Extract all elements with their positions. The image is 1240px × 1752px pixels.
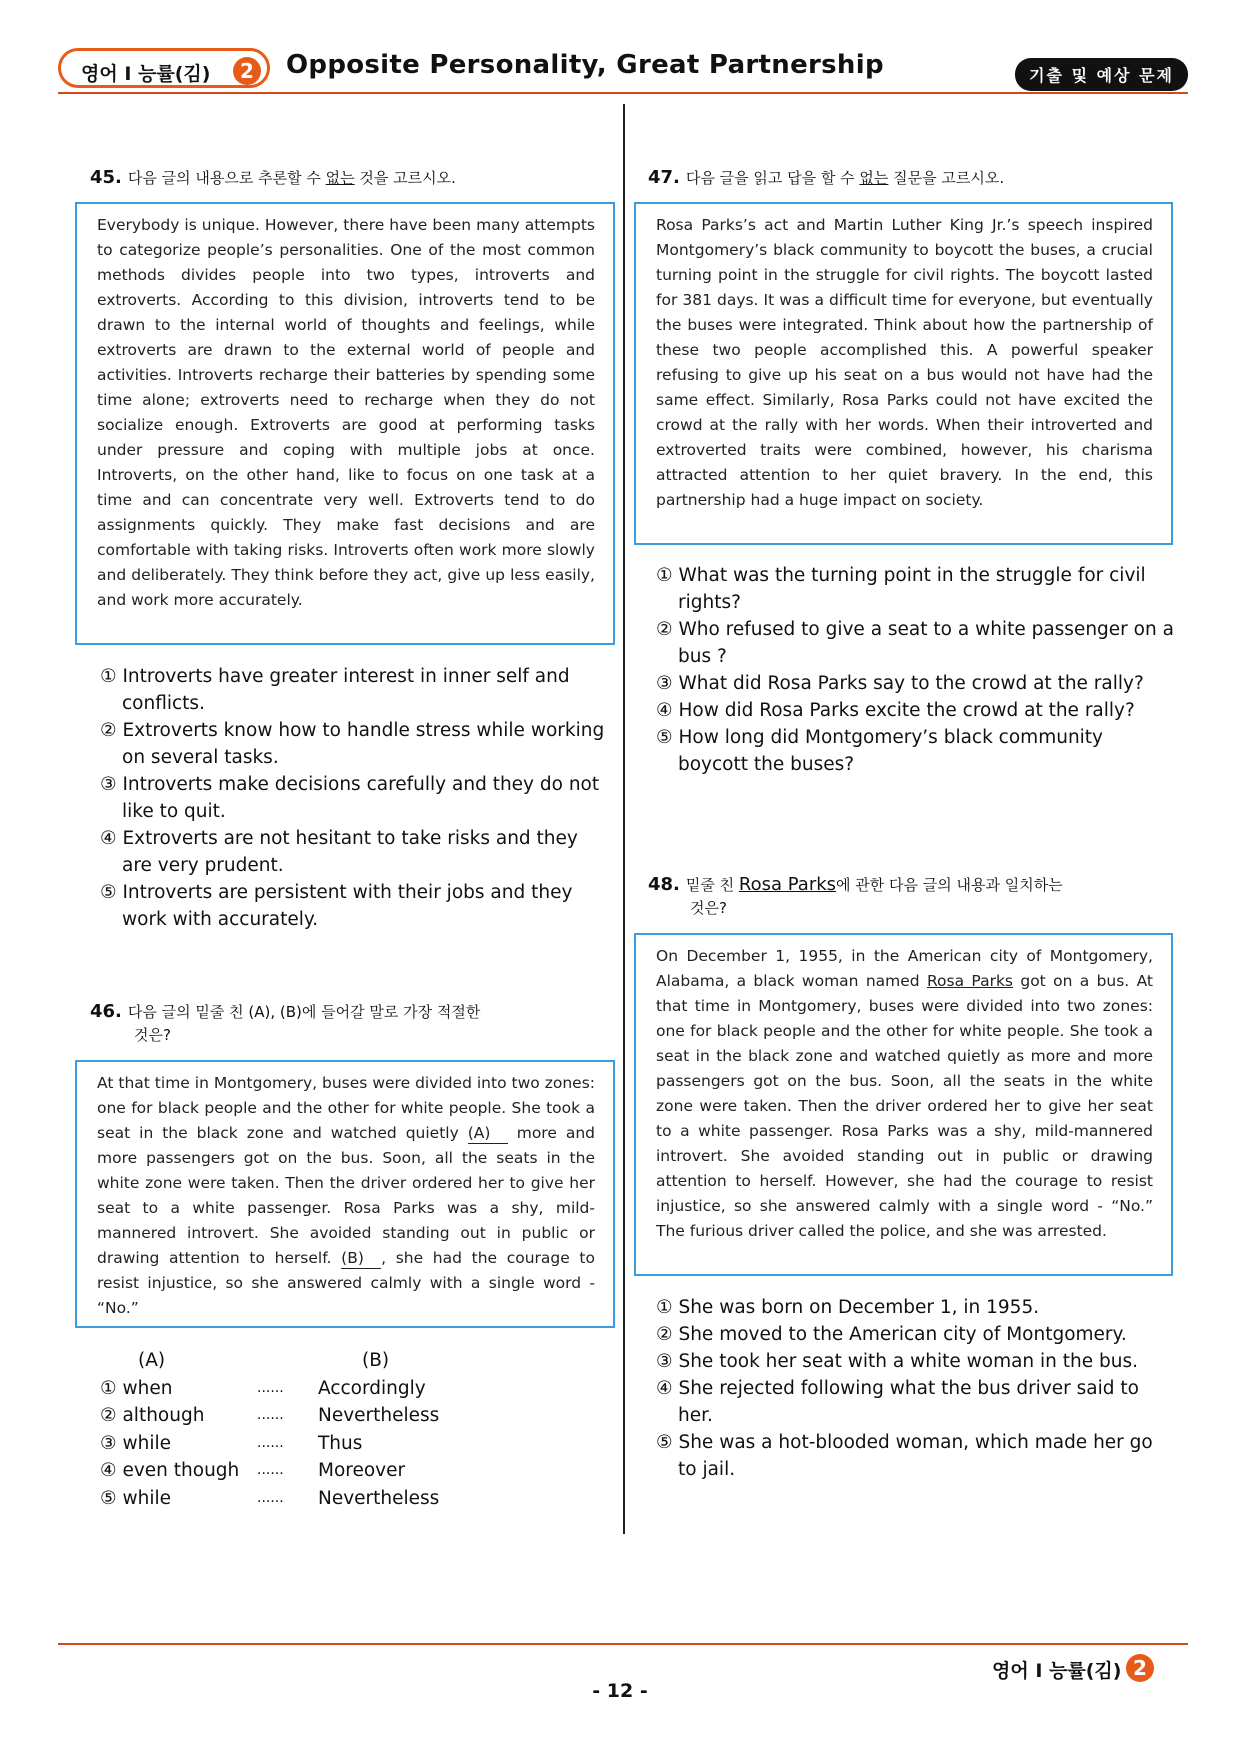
- q47-prompt-underlined: 없는: [859, 169, 889, 187]
- q48-prompt: [648, 873, 1188, 920]
- page-header: [58, 48, 1188, 94]
- q45-option-4[interactable]: ④ Extroverts are not hesitant to take risks and they are very prudent.: [100, 828, 578, 876]
- q45-prompt-text: 다음 글의 내용으로 추론할 수: [127, 169, 326, 187]
- option-b-text: Nevertheless: [318, 1405, 440, 1426]
- q46-option-5[interactable]: [100, 1485, 520, 1513]
- q45-option-3[interactable]: ③ Introverts make decisions carefully and they do not like to quit.: [100, 774, 600, 822]
- q46-number: 46.: [90, 1001, 122, 1022]
- option-b-text: Nevertheless: [318, 1487, 440, 1509]
- dots: ......: [257, 1489, 284, 1506]
- q45-passage-box: [75, 202, 615, 645]
- footer-brand: 영어 I 능률(김): [992, 1660, 1122, 1682]
- option-b-text: Moreover: [318, 1460, 406, 1481]
- dots: ......: [257, 1379, 284, 1396]
- footer-lesson-badge: 2: [1126, 1654, 1154, 1682]
- q45-number: 45.: [90, 167, 122, 188]
- blank-b: (B): [341, 1248, 381, 1269]
- q47-option-4[interactable]: ④ How did Rosa Parks excite the crowd at the rally?: [656, 700, 1135, 721]
- brand-label: 영어 I 능률(김): [81, 63, 211, 85]
- q48-passage-start: On December 1, 1955, in the American city of Montgomery, Alabama, a black woman named: [656, 947, 1153, 990]
- q47-option-5[interactable]: ⑤ How long did Montgomery’s black community boycott the buses?: [656, 727, 1104, 775]
- q48-option-3[interactable]: ③ She took her seat with a white woman in the bus.: [656, 1351, 1139, 1372]
- q46-table-header: [100, 1347, 520, 1375]
- q47-option-2[interactable]: ② Who refused to give a seat to a white passenger on a bus ?: [656, 619, 1174, 667]
- q47-options: [656, 562, 1176, 778]
- header-rule: [58, 92, 1188, 94]
- q46-prompt-line2: 것은?: [134, 1026, 171, 1044]
- column-divider: [623, 104, 625, 1534]
- lesson-title: Opposite Personality, Great Partnership: [286, 50, 884, 80]
- brand-pill: [58, 48, 270, 88]
- dots: ......: [257, 1434, 284, 1451]
- q46-passage-box: [75, 1060, 615, 1328]
- q47-prompt-tail: 질문을 고르시오.: [888, 169, 1005, 187]
- dots: ......: [257, 1407, 284, 1423]
- col-a-header: (A): [138, 1350, 166, 1371]
- blank-a: (A): [468, 1123, 508, 1144]
- q48-prompt-line2: 것은?: [690, 899, 727, 917]
- q45-option-2[interactable]: ② Extroverts know how to handle stress while working on several tasks.: [100, 720, 605, 768]
- q47-prompt: [648, 166, 1188, 190]
- q45-option-1[interactable]: ① Introverts have greater interest in inner self and conflicts.: [100, 666, 570, 714]
- q46-passage-part1: At that time in Montgomery, buses were divided into two zones: one for black people and the other for white people. She took a seat in the black zone and watched quietly: [97, 1074, 595, 1142]
- option-a-text: ③ while: [100, 1432, 171, 1454]
- option-b-text: Accordingly: [318, 1377, 426, 1399]
- lesson-number-badge: 2: [233, 57, 261, 85]
- q45-prompt: [90, 166, 610, 190]
- col-b-header: (B): [362, 1350, 390, 1371]
- q48-prompt-text: 밑줄 친: [685, 876, 739, 894]
- q47-number: 47.: [648, 167, 680, 188]
- q48-passage-underlined: Rosa Parks: [926, 972, 1014, 990]
- q48-option-5[interactable]: ⑤ She was a hot-blooded woman, which made her go to jail.: [656, 1432, 1153, 1480]
- q48-prompt-underlined: Rosa Parks: [738, 874, 837, 895]
- q46-prompt-line1: 다음 글의 밑줄 친 (A), (B)에 들어갈 말로 가장 적절한: [127, 1003, 481, 1021]
- q46-option-2[interactable]: [100, 1402, 520, 1430]
- q48-option-4[interactable]: ④ She rejected following what the bus driver said to her.: [656, 1378, 1139, 1426]
- page-number: - 12 -: [592, 1680, 648, 1702]
- q46-option-1[interactable]: [100, 1375, 520, 1403]
- option-a-text: ① when: [100, 1377, 173, 1399]
- q48-number: 48.: [648, 874, 680, 895]
- option-a-text: ② although: [100, 1405, 205, 1426]
- q45-prompt-tail: 것을 고르시오.: [354, 169, 456, 187]
- dots: ......: [257, 1462, 284, 1478]
- option-a-text: ⑤ while: [100, 1487, 171, 1509]
- q47-prompt-text: 다음 글을 읽고 답을 할 수: [685, 169, 860, 187]
- q47-passage: Rosa Parks’s act and Martin Luther King Jr.’s speech inspired Montgomery’s black community to boycott the buses, a crucial turning point in the struggle for civil rights. The boycott lasted for 381 days. It was a difficult time for everyone, but eventually the buses were integrated. Think about how the partnership of these two people accomplished this. A powerful speaker refusing to give up his seat on a bus would not have had the same effect. Similarly, Rosa Parks could not have excited the crowd at the rally with her words. When their introverted and extroverted traits were combined, however, his charisma attracted attention to her quiet bravery. In the end, this partnership had a huge impact on society.: [656, 216, 1153, 509]
- option-a-text: ④ even though: [100, 1460, 240, 1481]
- q48-passage-rest: got on a bus. At that time in Montgomery, buses were divided into two zones: one for black people and the other for white people. She took a seat in the black zone and watched quietly as more and more passengers got on the bus. Soon, all the seats in the white zone were taken. Then the driver ordered her to give her seat to a white passenger. Rosa Parks was a shy, mild-mannered introvert. She avoided standing out in public or drawing attention to herself. However, she had the courage to resist injustice, so she answered calmly with a single word - “No.” The furious driver called the police, and she was arrested.: [656, 972, 1153, 1240]
- q48-option-2[interactable]: ② She moved to the American city of Montgomery.: [656, 1324, 1127, 1345]
- q45-options: [100, 663, 610, 933]
- q46-prompt: [90, 1000, 610, 1047]
- q46-answer-table: [100, 1347, 520, 1512]
- q46-option-4[interactable]: [100, 1457, 520, 1485]
- q47-option-3[interactable]: ③ What did Rosa Parks say to the crowd at the rally?: [656, 673, 1144, 694]
- q46-option-3[interactable]: [100, 1430, 520, 1458]
- q46-passage-part3: , she had the courage to resist injustice, so she answered calmly with a single word - “No.”: [97, 1249, 595, 1317]
- q47-passage-box: [634, 202, 1173, 545]
- section-tag: 기출 및 예상 문제: [1015, 58, 1188, 91]
- q46-passage-part2: more and more passengers got on the bus. Soon, all the seats in the white zone were taken. Then the driver ordered her to give her seat to a white passenger. Rosa Parks was a shy, mild-mannered introvert. She avoided standing out in public or drawing attention to herself.: [97, 1124, 595, 1267]
- q48-passage-box: [634, 933, 1173, 1276]
- q45-passage: Everybody is unique. However, there have been many attempts to categorize people’s personalities. One of the most common methods divides people into two types, introverts and extroverts. According to this division, introverts tend to be drawn to the internal world of thoughts and feelings, while extroverts are drawn to the external world of people and activities. Introverts recharge their batteries by spending some time alone; extroverts need to recharge when they do not socialize enough. Extroverts are good at performing tasks under pressure and coping with multiple jobs at once. Introverts, on the other hand, like to focus on one task at a time and can concentrate very well. Extroverts tend to do assignments quickly. They make fast decisions and are comfortable with taking risks. Introverts often work more slowly and deliberately. They think before they act, give up less easily, and work more accurately.: [97, 216, 595, 609]
- q47-option-1[interactable]: ① What was the turning point in the struggle for civil rights?: [656, 565, 1146, 613]
- q45-prompt-underlined: 없는: [325, 169, 355, 187]
- footer-rule: [58, 1643, 1188, 1645]
- q48-options: [656, 1294, 1176, 1483]
- option-b-text: Thus: [318, 1432, 363, 1454]
- q48-prompt-tail: 에 관한 다음 글의 내용과 일치하는: [836, 876, 1063, 894]
- q45-option-5[interactable]: ⑤ Introverts are persistent with their jobs and they work with accurately.: [100, 882, 573, 930]
- q48-option-1[interactable]: ① She was born on December 1, in 1955.: [656, 1297, 1040, 1318]
